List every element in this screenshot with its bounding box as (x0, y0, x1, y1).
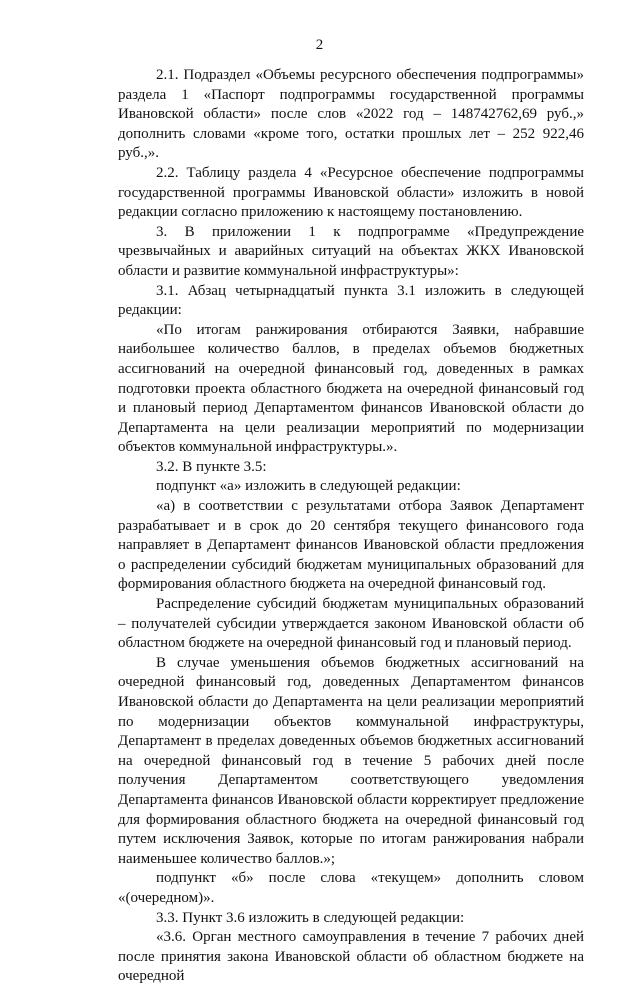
paragraph-3-6-quote: «3.6. Орган местного самоуправления в течение 7 рабочих дней после принятия закона Ивановской области об областном бюджете на очередной (118, 929, 584, 985)
paragraph-subitem-a-text: «а) в соответствии с результатами отбора Заявок Департамент разрабатывает и в срок до 20 сентября текущего финансового года направляет в Департамент финансов Ивановской области предложения о распределении субсидий бюджетам муниципальных образований для формирования областного бюджета на очередной финансовый год. (118, 498, 584, 593)
paragraph-3-1: 3.1. Абзац четырнадцатый пункта 3.1 изложить в следующей редакции: (118, 282, 584, 319)
document-body (118, 66, 584, 987)
paragraph-2-1: 2.1. Подраздел «Объемы ресурсного обеспечения подпрограммы» раздела 1 «Паспорт подпрограммы государственной программы Ивановской области» после слов «2022 год – 148742762,69 руб.,» дополнить словами «кроме того, остатки прошлых лет – 252 922,46 руб.,». (118, 67, 584, 162)
paragraph-3-1-quote: «По итогам ранжирования отбираются Заявки, набравшие наибольшее количество баллов, в пределах объемов бюджетных ассигнований на очередной финансовый год, доведенных в рамках подготовки проекта областного бюджета на очередной финансовый год и плановый период Департаментом финансов Ивановской области до Департамента на цели реализации мероприятий по модернизации объектов коммунальной инфраструктуры.». (118, 321, 584, 456)
paragraph-3: 3. В приложении 1 к подпрограмме «Предупреждение чрезвычайных и аварийных ситуаций на объектах ЖКХ Ивановской области и развитие коммунальной инфраструктуры»: (118, 223, 584, 279)
paragraph-subitem-b: подпункт «б» после слова «текущем» дополнить словом «(очередном)». (118, 870, 584, 906)
paragraph-reduction: В случае уменьшения объемов бюджетных ассигнований на очередной финансовый год, доведенных Департаментом финансов Ивановской области до Департамента на цели реализации мероприятий по модернизации объектов коммунальной инфраструктуры, Департамент в пределах доведенных объемов бюджетных ассигнований на очередной финансовый год в течение 5 рабочих дней после получения Департаментом соответствующего уведомления Департамента финансов Ивановской области корректирует предложение для формирования областного бюджета на очередной финансовый год путем исключения Заявок, которые по итогам ранжирования набрали наименьшее количество баллов.»; (118, 654, 584, 867)
paragraph-distribution: Распределение субсидий бюджетам муниципальных образований – получателей субсидии утверждается законом Ивановской области об областном бюджете на очередной финансовый год и плановый период. (118, 596, 584, 652)
paragraph-2-2: 2.2. Таблицу раздела 4 «Ресурсное обеспечение подпрограммы государственной программы Ивановской области» изложить в новой редакции согласно приложению к настоящему постановлению. (118, 164, 584, 221)
paragraph-3-2: 3.2. В пункте 3.5: (156, 458, 267, 475)
paragraph-subitem-a: подпункт «а» изложить в следующей редакции: (156, 478, 461, 495)
paragraph-3-3: 3.3. Пункт 3.6 изложить в следующей редакции: (156, 909, 465, 926)
page-number: 2 (315, 37, 324, 53)
